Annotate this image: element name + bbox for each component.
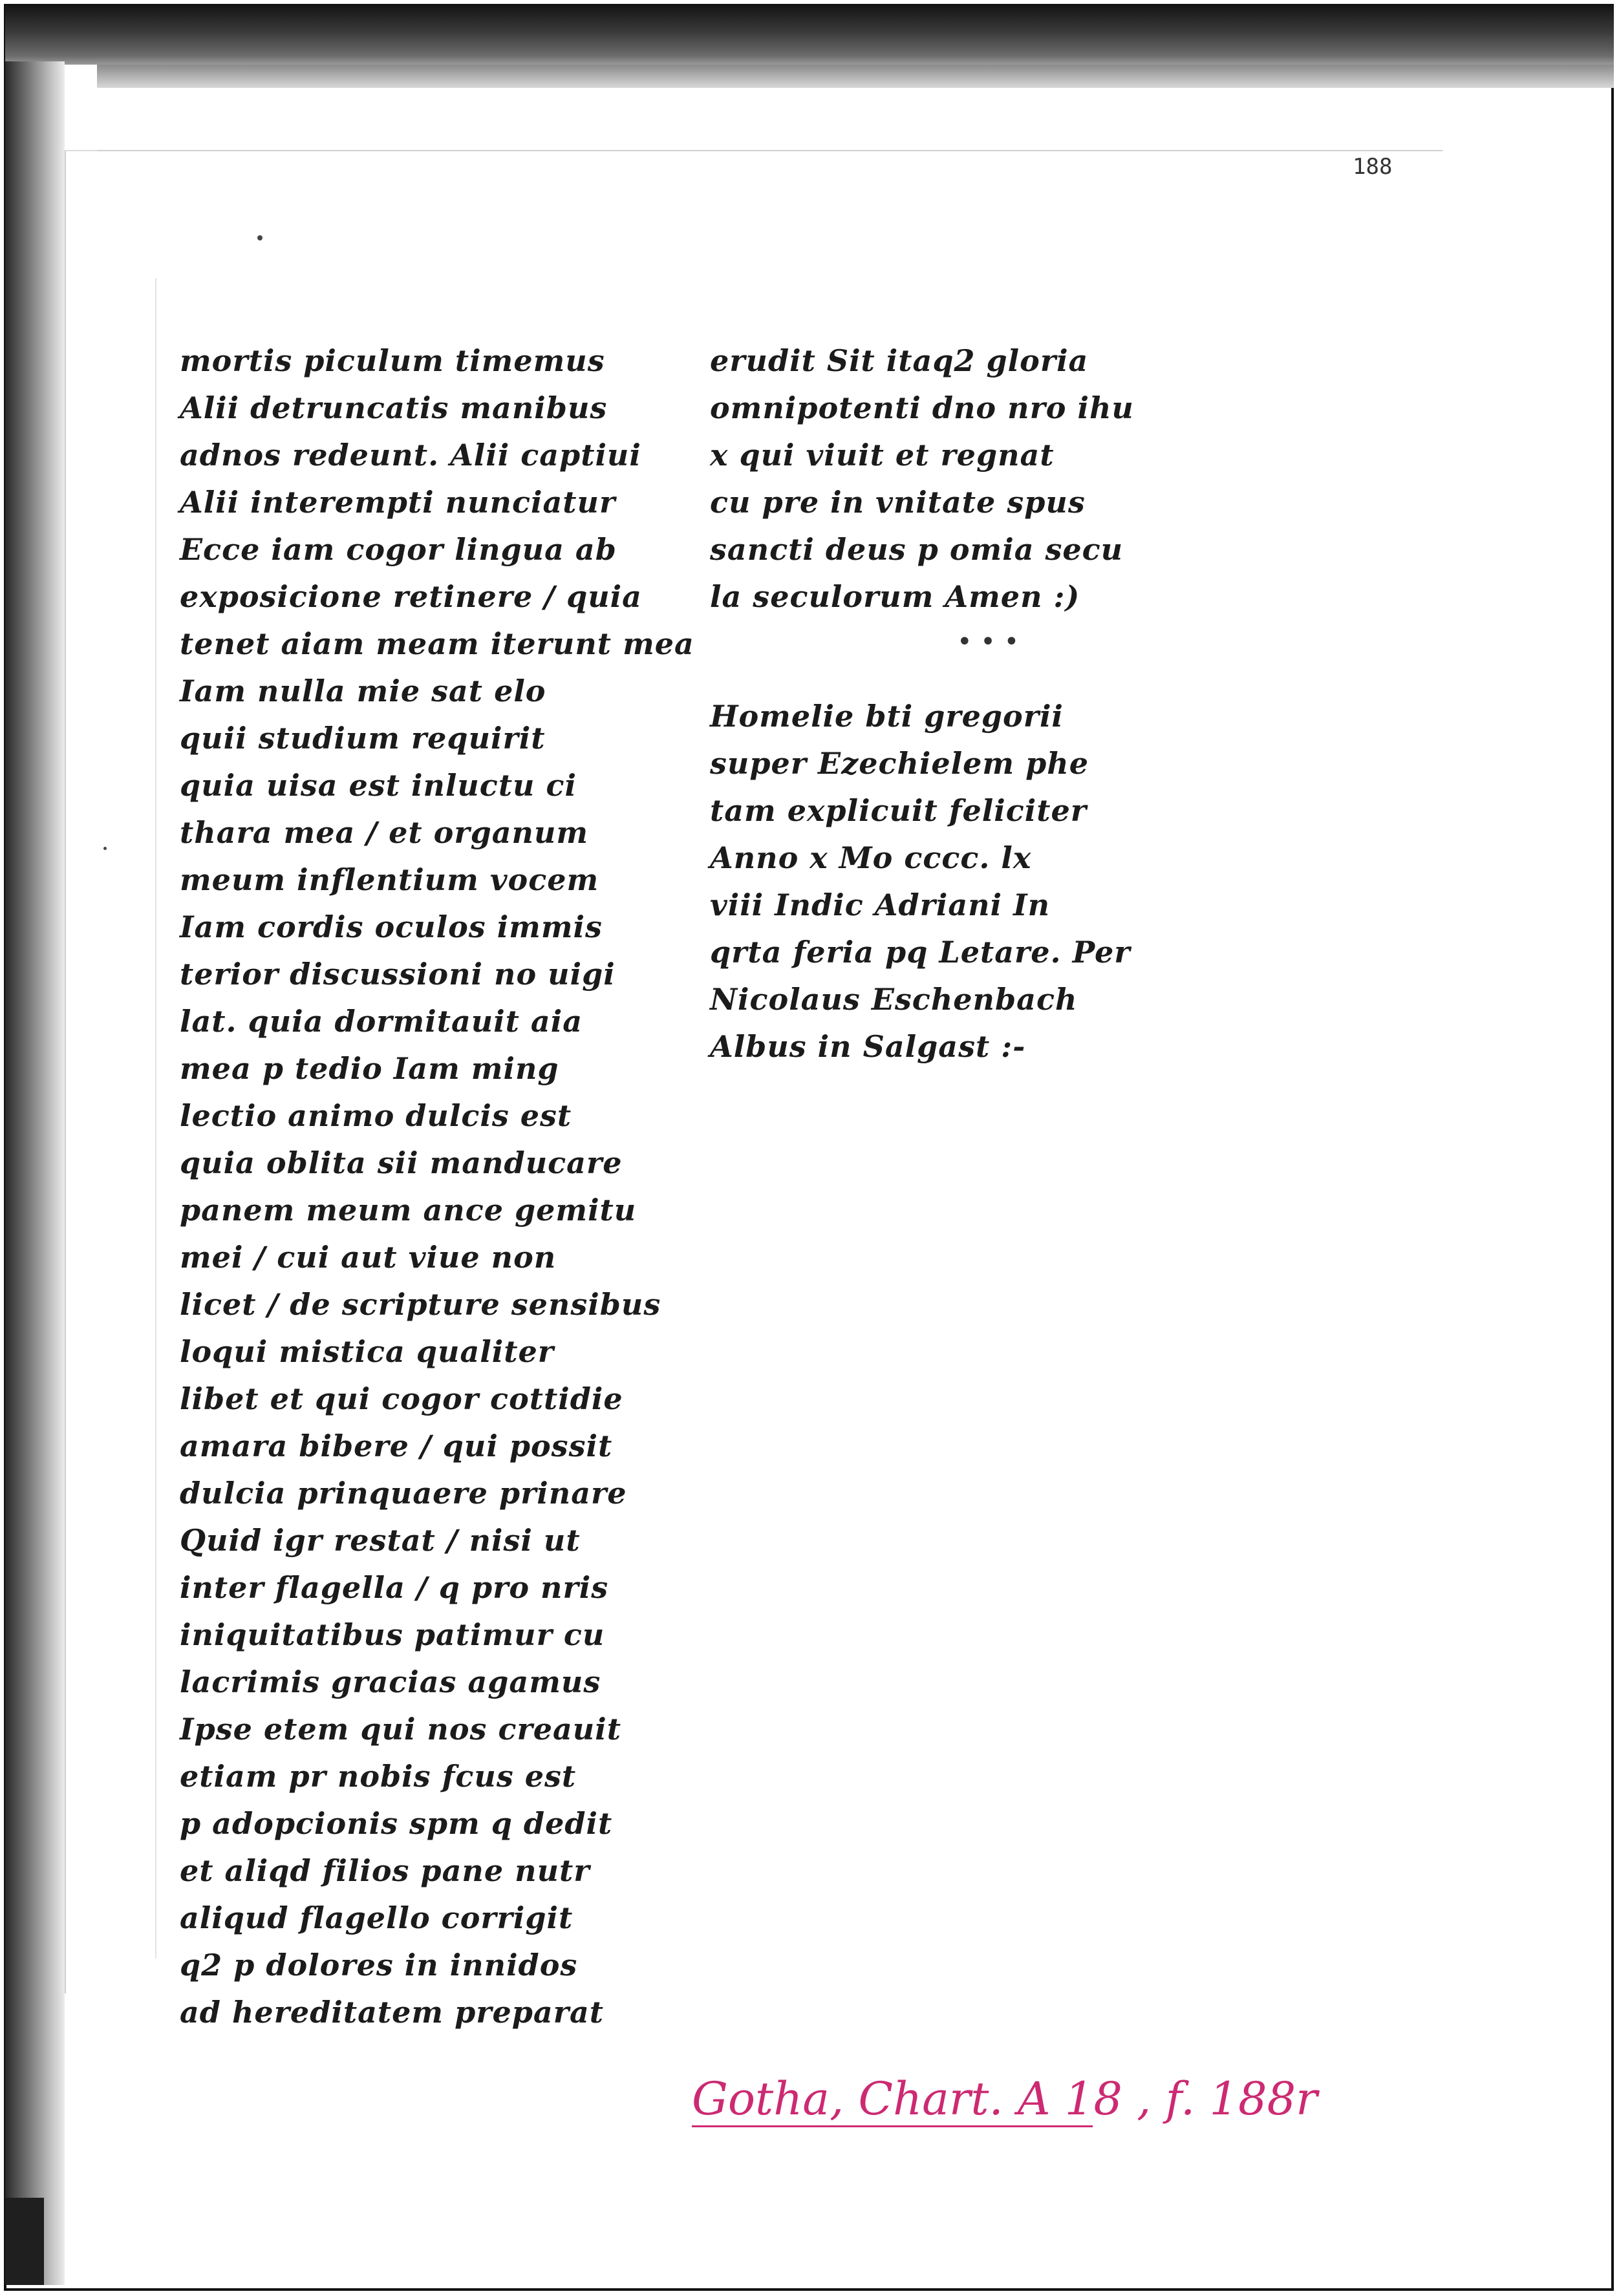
ink-speck [103, 847, 107, 850]
manuscript-line: Alii interempti nunciatur [180, 485, 616, 520]
manuscript-line: sancti deus p omia secu [710, 532, 1124, 567]
manuscript-line: libet et qui cogor cottidie [180, 1381, 623, 1416]
manuscript-line: exposicione retinere / quia [180, 579, 642, 614]
manuscript-line: meum inflentium vocem [180, 862, 599, 897]
manuscript-line: p adopcionis spm q dedit [180, 1806, 613, 1841]
right-column-text-top [710, 337, 1214, 621]
scan-shadow-corner [5, 2198, 44, 2285]
manuscript-line: panem meum ance gemitu [180, 1193, 637, 1228]
manuscript-line: loqui mistica qualiter [180, 1334, 554, 1369]
ruling-line [155, 278, 156, 1959]
colophon-line: super Ezechielem phe [710, 746, 1089, 781]
manuscript-line: Ipse etem qui nos creauit [180, 1712, 621, 1747]
ink-speck [257, 235, 263, 240]
manuscript-line: ad hereditatem preparat [180, 1995, 605, 2030]
colophon-line: Anno x Mo cccc. lx [710, 840, 1032, 875]
manuscript-leaf-edge [97, 97, 1442, 151]
manuscript-line: lectio animo dulcis est [180, 1098, 572, 1133]
colophon-line: tam explicuit feliciter [710, 793, 1087, 828]
shelfmark-underline [692, 2125, 1093, 2127]
manuscript-line: tenet aiam meam iterunt mea [180, 626, 694, 661]
colophon-line: Albus in Salgast :- [710, 1029, 1026, 1064]
manuscript-line: omnipotenti dno nro ihu [710, 390, 1134, 425]
scan-shadow-top-edge [97, 65, 1614, 88]
left-column-text [180, 337, 694, 2036]
manuscript-line: licet / de scripture sensibus [180, 1287, 661, 1322]
scan-shadow-top [5, 5, 1614, 65]
manuscript-line: mea p tedio Iam ming [180, 1051, 559, 1086]
manuscript-line: Ecce iam cogor lingua ab [180, 532, 617, 567]
manuscript-line: thara mea / et organum [180, 815, 589, 850]
colophon-line: Nicolaus Eschenbach [710, 982, 1078, 1017]
manuscript-line: inter flagella / q pro nris [180, 1570, 609, 1605]
manuscript-line: quia uisa est inluctu ci [180, 768, 577, 803]
manuscript-line: iniquitatibus patimur cu [180, 1617, 605, 1652]
manuscript-line: Iam cordis oculos immis [180, 909, 603, 944]
manuscript-line: amara bibere / qui possit [180, 1429, 613, 1463]
colophon-line: viii Indic Adriani In [710, 888, 1051, 922]
manuscript-line: adnos redeunt. Alii captiui [180, 438, 641, 473]
manuscript-line: mortis piculum timemus [180, 343, 605, 378]
folio-number: 188 [1353, 154, 1393, 180]
manuscript-line: la seculorum Amen :) [710, 579, 1080, 614]
colophon-line: qrta feria pq Letare. Per [710, 935, 1131, 970]
manuscript-line: aliqud flagello corrigit [180, 1900, 574, 1935]
section-separator: • • • [957, 627, 1020, 657]
colophon-line: Homelie bti gregorii [710, 699, 1064, 734]
manuscript-line: Alii detruncatis manibus [180, 390, 608, 425]
manuscript-line: Iam nulla mie sat elo [180, 674, 546, 708]
manuscript-line: lat. quia dormitauit aia [180, 1004, 583, 1039]
manuscript-line: cu pre in vnitate spus [710, 485, 1086, 520]
right-column-colophon [710, 693, 1214, 1070]
manuscript-line: terior discussioni no uigi [180, 957, 616, 992]
scan-shadow-left [5, 61, 65, 2285]
manuscript-line: et aliqd filios pane nutr [180, 1853, 590, 1888]
manuscript-line: Quid igr restat / nisi ut [180, 1523, 581, 1558]
manuscript-line: etiam pr nobis fcus est [180, 1759, 577, 1794]
manuscript-line: dulcia prinquaere prinare [180, 1476, 627, 1511]
manuscript-line: x qui viuit et regnat [710, 438, 1055, 473]
manuscript-line: erudit Sit itaq2 gloria [710, 343, 1089, 378]
manuscript-line: lacrimis gracias agamus [180, 1664, 601, 1699]
manuscript-line: quii studium requirit [180, 721, 546, 756]
manuscript-line: mei / cui aut viue non [180, 1240, 557, 1275]
manuscript-line: q2 p dolores in innidos [180, 1948, 578, 1982]
manuscript-line: quia oblita sii manducare [180, 1145, 623, 1180]
shelfmark-annotation: Gotha, Chart. A 18 , f. 188r [692, 2072, 1318, 2125]
